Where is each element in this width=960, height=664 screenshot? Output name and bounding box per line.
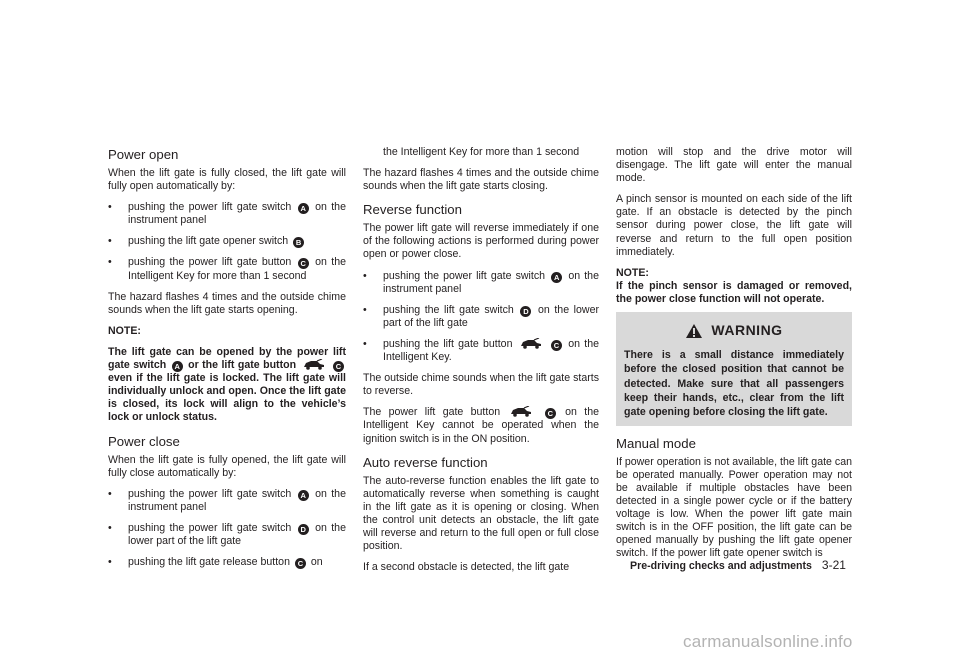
note-label: NOTE: (108, 324, 141, 337)
bullet: • (108, 235, 112, 248)
list-item: • pushing the lift gate release button C on (108, 556, 323, 569)
marker-b: B (293, 237, 304, 248)
heading-auto-reverse: Auto reverse function (363, 454, 488, 470)
paragraph: If a second obstacle is detected, the lift gate (363, 561, 570, 574)
list-item-continued: the Intelligent Key for more than 1 second (383, 146, 580, 158)
car-liftgate-icon (520, 338, 542, 349)
marker-a: A (298, 490, 309, 501)
list-item: • pushing the power lift gate switch A on the instrument panel (108, 487, 346, 513)
list-item: • pushing the lift gate opener switch B (108, 235, 346, 248)
note-label: NOTE: (616, 266, 649, 279)
marker-a: A (551, 272, 562, 283)
marker-a: A (172, 361, 183, 372)
warning-header (616, 312, 852, 348)
warning-text: There is a small distance immediately before the closed position that cannot be detected. Make sure that all passengers keep their hands, etc., clear from the lift gate opening before closing the lift gate. (624, 349, 844, 419)
heading-power-open: Power open (108, 147, 179, 162)
marker-c: C (298, 258, 309, 269)
list-item: • pushing the power lift gate switch A on the instrument panel (363, 269, 599, 295)
bullet: • (108, 256, 112, 269)
paragraph: A pinch sensor is mounted on each side of the lift gate. If an obstacle is detected by the pinch sensor during power close, the lift gate will reverse and return to the full open position immediately. (616, 193, 852, 258)
column-2 (363, 138, 599, 582)
marker-a: A (298, 203, 309, 214)
page-footer (630, 558, 846, 572)
bullet: • (108, 201, 112, 214)
heading-manual-mode: Manual mode (616, 435, 696, 451)
column-3 (616, 138, 852, 568)
paragraph: The hazard flashes 4 times and the outside chime sounds when the lift gate starts opening. (108, 290, 346, 316)
paragraph: If power operation is not available, the lift gate can be operated manually. Power operation may not be available if multiple obstacles have been detected in a single power cycle or if the battery voltage is low. When the power lift gate main switch is in the OFF position, the lift gate can be opened manually by pushing the lift gate opener switch. If the power lift gate opener switch is (616, 455, 852, 560)
bullet: • (108, 487, 112, 500)
note-text: If the pinch sensor is damaged or removed, the power close function will not operate. (616, 279, 852, 305)
note: NOTE: The lift gate can be opened by the power lift gate switch A or the lift gate button C even if the lift gate is locked. The lift gate will individually unlock and open. Once the lift gate is closed, its lock will align to the vehicle’s lock or unlock status. (108, 324, 346, 424)
bullet: • (363, 337, 367, 350)
bullet: • (108, 521, 112, 534)
list-item: • pushing the lift gate switch D on the lower part of the lift gate (363, 303, 599, 329)
paragraph: The outside chime sounds when the lift gate starts to reverse. (363, 372, 599, 398)
marker-d: D (520, 306, 531, 317)
marker-c: C (333, 361, 344, 372)
car-liftgate-icon (303, 359, 325, 370)
paragraph-continued: motion will stop and the drive motor will disengage. The lift gate will enter the manual mode. (616, 146, 852, 185)
bullet: • (108, 556, 112, 569)
list-item: • pushing the lift gate button C on the Intelligent Key. (363, 337, 599, 364)
paragraph: When the lift gate is fully closed, the lift gate will fully open automatically by: (108, 167, 346, 193)
bullet: • (363, 269, 367, 282)
paragraph: The hazard flashes 4 times and the outside chime sounds when the lift gate starts closing. (363, 167, 599, 193)
marker-c: C (295, 558, 306, 569)
heading-power-close: Power close (108, 433, 180, 449)
list-item: • pushing the power lift gate switch A on the instrument panel (108, 201, 346, 227)
car-liftgate-icon (510, 406, 532, 417)
column-1 (108, 138, 346, 577)
marker-c: C (551, 340, 562, 351)
marker-c: C (545, 408, 556, 419)
paragraph: The power lift gate button C on the Intelligent Key cannot be operated when the ignition switch is in the ON position. (363, 406, 599, 445)
marker-d: D (298, 524, 309, 535)
page-number: 3-21 (821, 558, 846, 572)
paragraph: When the lift gate is fully opened, the lift gate will fully close automatically by: (108, 453, 346, 479)
heading-reverse-function: Reverse function (363, 202, 462, 218)
paragraph: The auto-reverse function enables the lift gate to automatically reverse when something is caught in the lift gate as it is opening or closing. When the control unit detects an obstacle, the lift gate will reverse and return to the full open or full close position. (363, 474, 599, 553)
warning-box (616, 312, 852, 425)
list-item: • pushing the power lift gate button C on the Intelligent Key for more than 1 second (108, 256, 346, 282)
list-item: • pushing the power lift gate switch D on the lower part of the lift gate (108, 521, 346, 547)
paragraph: The power lift gate will reverse immediately if one of the following actions is performed during power open or power close. (363, 222, 599, 261)
warning-triangle-icon (685, 323, 703, 339)
warning-title: WARNING (711, 322, 783, 339)
watermark: carmanualsonline.info (683, 632, 853, 651)
section-title: Pre-driving checks and adjustments (630, 560, 812, 572)
note (616, 267, 852, 306)
bullet: • (363, 303, 367, 316)
